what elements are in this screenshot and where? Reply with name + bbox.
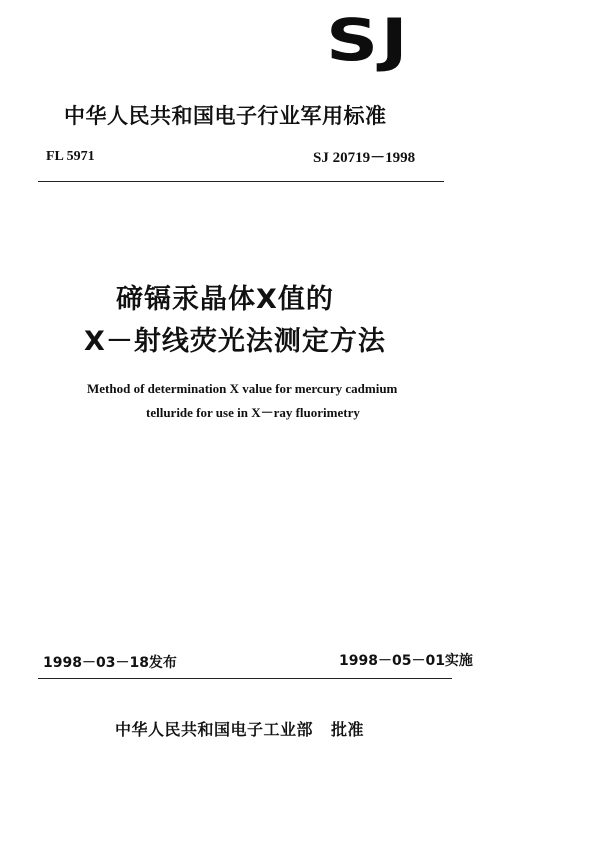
sj-logo: SJ bbox=[326, 6, 411, 74]
title-chinese-line-2: X－射线荧光法测定方法 bbox=[84, 326, 386, 357]
implementation-date: 1998－05－01实施 bbox=[339, 653, 473, 669]
approval-label: 批准 bbox=[331, 720, 365, 739]
approval-line bbox=[115, 717, 364, 740]
issue-date: 1998－03－18发布 bbox=[43, 655, 177, 671]
standard-category-title: 中华人民共和国电子行业军用标准 bbox=[64, 104, 387, 128]
title-english-line-1: Method of determination X value for mercury cadmium bbox=[87, 381, 398, 396]
standard-number: SJ 20719－1998 bbox=[313, 150, 416, 166]
header-divider bbox=[38, 181, 444, 182]
title-chinese-line-1: 碲镉汞晶体X值的 bbox=[116, 284, 334, 315]
title-english-line-2: telluride for use in X－ray fluorimetry bbox=[146, 405, 360, 420]
issuing-body: 中华人民共和国电子工业部 bbox=[115, 720, 314, 739]
footer-divider bbox=[38, 678, 452, 679]
classification-code: FL 5971 bbox=[46, 149, 95, 164]
